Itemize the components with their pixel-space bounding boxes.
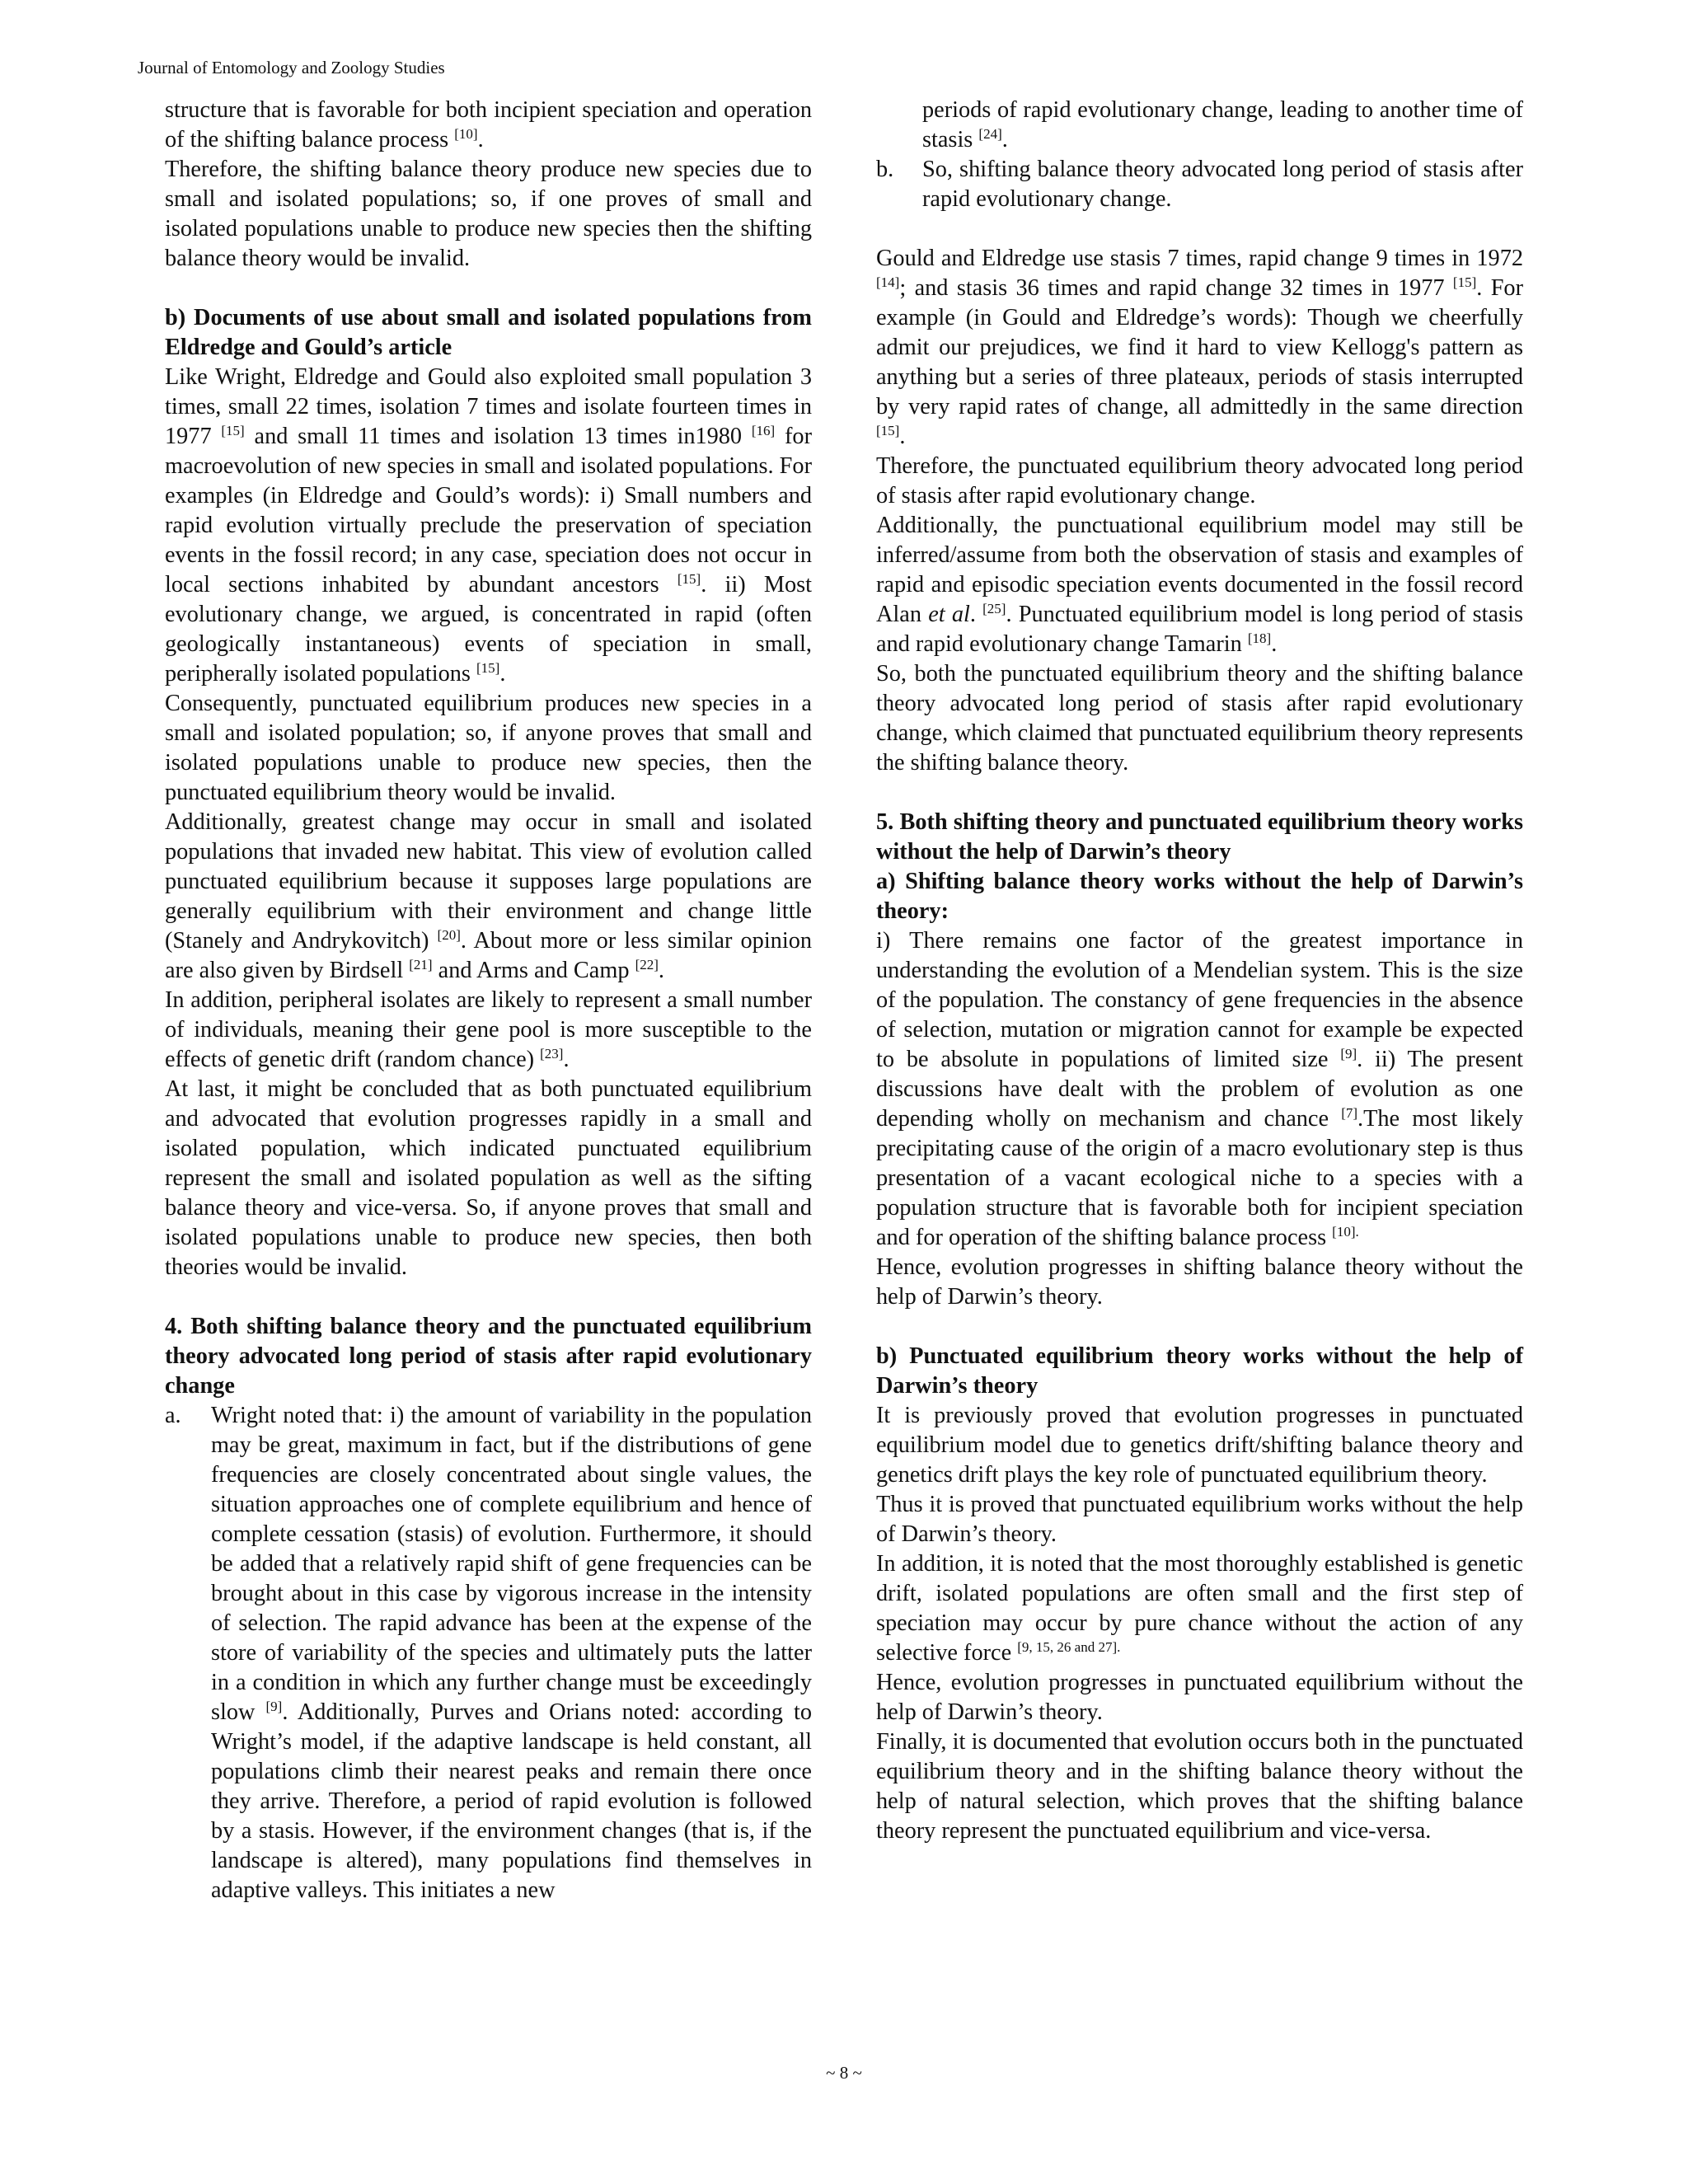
list-item: a. Wright noted that: i) the amount of variability in the population may be great, maximum in fact, but if the distributions of gene frequencies are closely concentrated about single values, the situation approaches one of complete equilibrium and hence of complete cessation (stasis) of evolution. Furthermore, it should be added that a relatively rapid shift of gene frequencies can be brought about in this case by vigorous increase in the intensity of selection. The rapid advance has been at the expense of the store of variability of the species and ultimately puts the latter in a condition in which any further change must be exceedingly slow [9]. Additionally, Purves and Orians noted: according to Wright’s model, if the adaptive landscape is held constant, all populations climb their nearest peaks and remain there once they arrive. Therefore, a period of rapid evolution is followed by a stasis. However, if the environment changes (that is, if the landscape is altered), many populations find themselves in adaptive valleys. This initiates a new (165, 1401, 812, 1905)
paragraph: In addition, it is noted that the most thoroughly established is genetic drift, isolated populations are often small and the first step of speciation may occur by pure chance without the action of any selective force $^{[9, 15, 26 and 27].}$ (876, 1551, 1523, 1666)
paragraph: Like Wright, Eldredge and Gould also exploited small population 3 times, small 22 times, isolation 7 times and isolate fourteen times in 1977 [15] and small 11 times and isolation 13 times in1980 [16] for macroevolution of new species in small and isolated populations. For examples (in Eldredge and Gould’s words): i) Small numbers and rapid evolution virtually preclude the preservation of speciation events in the fossil record; in any case, speciation does not occur in local sections inhabited by abundant ancestors [15]. ii) Most evolutionary change, we argued, is concentrated in rapid (often geologically instantaneous) events of speciation in small, peripherally isolated populations [15]. (165, 364, 813, 687)
citation: [16] (751, 422, 776, 438)
citation: [21] (409, 956, 433, 972)
citation: [18] (1247, 630, 1272, 646)
citation: [15] (677, 570, 701, 587)
paragraph: i) There remains one factor of the greatest importance in understanding the evolution of a Mendelian system. This is the size of the population. The constancy of gene frequencies in the absence of selection, mutation or migration cannot for example be expected to be absolute in populations of limited size [9]. ii) The present discussions have dealt with the problem of evolution as one depending wholly on mechanism and chance [7].The most likely precipitating cause of the origin of a macro evolutionary step is thus presentation of a vacant ecological niche to a species with a population structure that is favorable both for incipient speciation and for operation of the shifting balance process $^{[10].}$ (876, 928, 1523, 1250)
paragraph: Hence, evolution progresses in punctuated equilibrium without the help of Darwin’s theory. (876, 1670, 1523, 1725)
citation: [10]. (1332, 1223, 1359, 1240)
citation: [23] (540, 1045, 564, 1062)
paragraph: It is previously proved that evolution progresses in punctuated equilibrium model due to genetics drift/shifting balance theory and genetics drift plays the key role of punctuated equilibrium theory. (876, 1403, 1523, 1488)
paragraph: At last, it might be concluded that as both punctuated equilibrium and advocated that evolution progresses rapidly in a small and isolated population, which indicated punctuated equilibrium represent the small and isolated population as well as the sifting balance theory and vice-versa. So, if anyone proves that small and isolated populations unable to produce new species, then both theories would be invalid. (165, 1076, 812, 1280)
section-heading: b) Documents of use about small and isolated populations from Eldredge and Gould’s article (165, 305, 812, 360)
citation: [20] (437, 926, 461, 943)
paragraph: Hence, evolution progresses in shifting balance theory without the help of Darwin’s theory. (876, 1254, 1523, 1310)
citation: [15] (1452, 274, 1477, 290)
citation: [15] (876, 422, 900, 438)
citation: [25] (982, 600, 1006, 616)
section-heading: 4. Both shifting balance theory and the punctuated equilibrium theory advocated long period of stasis after rapid evolutionary change (165, 1314, 812, 1399)
paragraph: Gould and Eldredge use stasis 7 times, rapid change 9 times in 1972 [14]; and stasis 36 times and rapid change 32 times in 1977 [15]. For example (in Gould and Eldredge’s words): Though we cheerfully admit our prejudices, we find it hard to view Kellogg's pattern as anything but a series of three plateaux, periods of stasis interrupted by very rapid rates of change, all admittedly in the same direction [15]. (876, 246, 1524, 449)
paragraph: structure that is favorable for both incipient speciation and operation of the shifting balance process [10]. (165, 97, 812, 152)
list-marker: a. (165, 1403, 181, 1428)
subsection-heading: a) Shifting balance theory works without the help of Darwin’s theory: (876, 869, 1523, 924)
paragraph: So, both the punctuated equilibrium theory and the shifting balance theory advocated long period of stasis after rapid evolutionary change, which claimed that punctuated equilibrium theory represents the shifting balance theory. (876, 661, 1523, 776)
citation: [7] (1341, 1104, 1358, 1121)
list-marker: b. (876, 157, 894, 182)
left-column (165, 96, 812, 1905)
citation: [9, 15, 26 and 27]. (1017, 1638, 1121, 1655)
citation: [10] (454, 125, 478, 142)
paragraph: Additionally, the punctuational equilibrium model may still be inferred/assume from both the observation of stasis and examples of rapid and episodic speciation events documented in the fossil record Alan et al. [25]. Punctuated equilibrium model is long period of stasis and rapid evolutionary change Tamarin [18]. (876, 513, 1523, 657)
paragraph: Additionally, greatest change may occur in small and isolated populations that invaded new habitat. This view of evolution called punctuated equilibrium because it supposes large populations are generally equilibrium with their environment and change little (Stanely and Andrykovitch) [20]. About more or less similar opinion are also given by Birdsell [21] and Arms and Camp [22]. (165, 809, 812, 983)
citation: [9] (1340, 1045, 1357, 1062)
paragraph: Finally, it is documented that evolution occurs both in the punctuated equilibrium theory and in the shifting balance theory without the help of natural selection, which proves that the shifting balance theory represent the punctuated equilibrium and vice-versa. (876, 1729, 1523, 1844)
citation: [24] (978, 125, 1002, 142)
citation: [15] (221, 422, 245, 438)
page-number: ~ 8 ~ (826, 2063, 862, 2083)
citation: [14] (876, 274, 900, 290)
subsection-heading: b) Punctuated equilibrium theory works without the help of Darwin’s theory (876, 1343, 1523, 1399)
paragraph: In addition, peripheral isolates are likely to represent a small number of individuals, meaning their gene pool is more susceptible to the effects of genetic drift (random chance) [23]. (165, 987, 812, 1072)
citation: [22] (635, 956, 659, 972)
citation: [15] (476, 659, 500, 676)
paragraph: Therefore, the punctuated equilibrium theory advocated long period of stasis after rapid evolutionary change. (876, 453, 1523, 509)
list-item: b. So, shifting balance theory advocated long period of stasis after rapid evolutionary change. (876, 155, 1523, 214)
paragraph: Therefore, the shifting balance theory produce new species due to small and isolated populations; so, if one proves of small and isolated populations unable to produce new species then the shifting balance theory would be invalid. (165, 157, 812, 271)
paragraph: Thus it is proved that punctuated equilibrium works without the help of Darwin’s theory. (876, 1492, 1523, 1547)
paragraph: Consequently, punctuated equilibrium produces new species in a small and isolated population; so, if anyone proves that small and isolated populations unable to produce new species, then the punctuated equilibrium theory would be invalid. (165, 691, 812, 805)
list-item-continuation: periods of rapid evolutionary change, leading to another time of stasis [24]. (922, 97, 1523, 152)
right-column (876, 96, 1523, 1846)
section-heading: 5. Both shifting theory and punctuated equilibrium theory works without the help of Darwin’s theory (876, 809, 1523, 865)
citation: [9] (265, 1698, 283, 1714)
journal-header: Journal of Entomology and Zoology Studies (138, 58, 445, 77)
